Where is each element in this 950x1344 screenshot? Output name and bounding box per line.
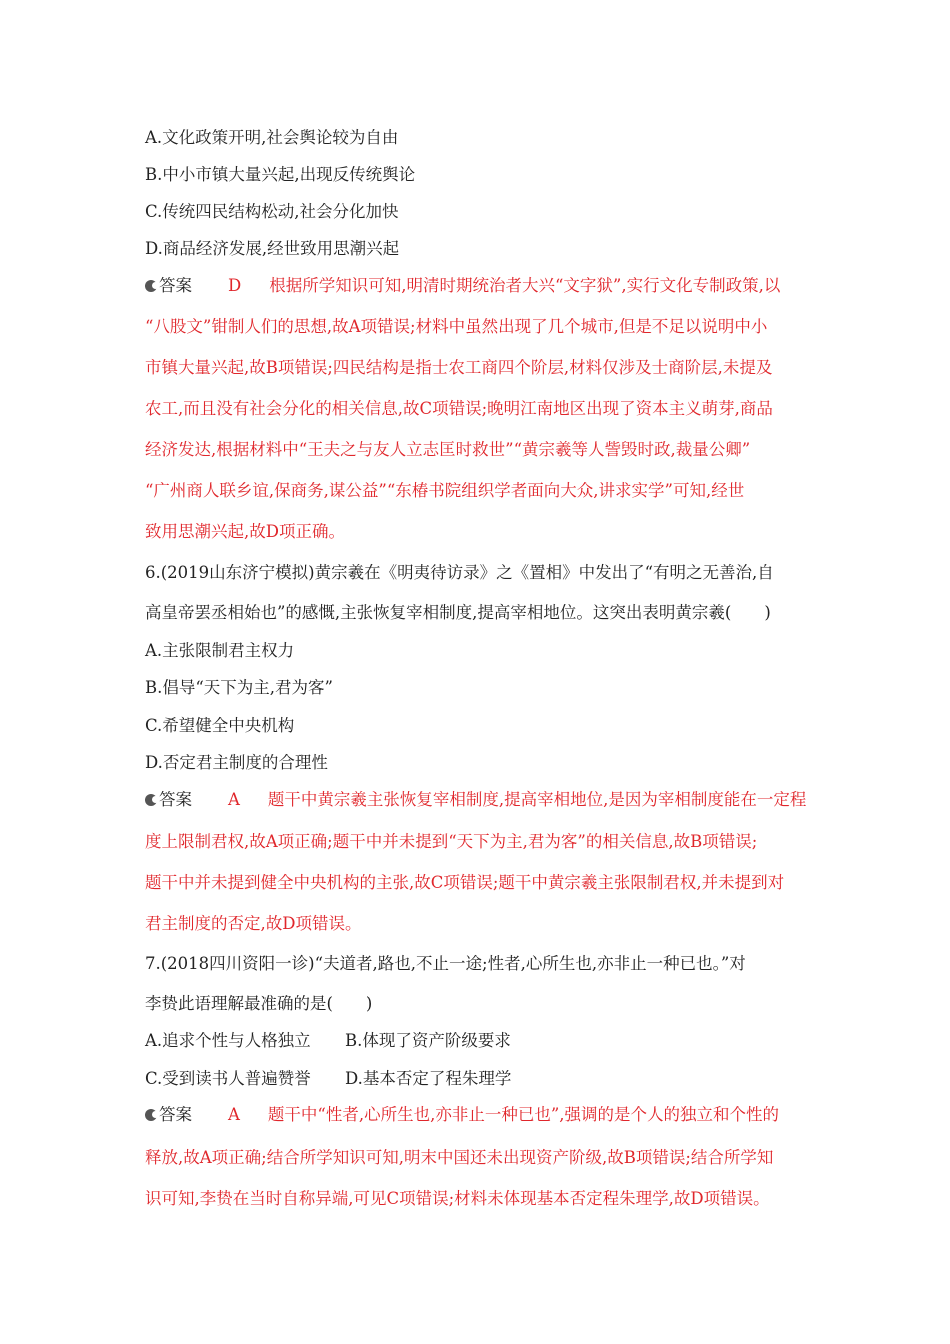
answer-explanation-line: 农工,而且没有社会分化的相关信息,故C项错误;晚明江南地区出现了资本主义萌芽,商品 [145, 399, 773, 418]
q7-stem-line: 7.(2018四川资阳一诊)“夫道者,路也,不止一途;性者,心所生也,亦非止一种已也。”对 [145, 954, 746, 973]
q6-answer [145, 789, 815, 811]
q6-option-a: A.主张限制君主权力 [145, 641, 295, 660]
answer-explanation-line: 题干中“性者,心所生也,亦非止一种已也”,强调的是个人的独立和个性的 [267, 1105, 780, 1124]
answer-explanation-line: “八股文”钳制人们的思想,故A项错误;材料中虽然出现了几个城市,但是不足以说明中小 [145, 317, 768, 336]
answer-explanation-line: 度上限制君权,故A项正确;题干中并未提到“天下为主,君为客”的相关信息,故B项错误; [145, 832, 758, 851]
answer-letter: A [228, 1105, 240, 1124]
q7-option-d: D.基本否定了程朱理学 [345, 1069, 512, 1088]
answer-explanation-line: 题干中并未提到健全中央机构的主张,故C项错误;题干中黄宗羲主张限制君权,并未提到对 [145, 873, 785, 892]
q7-options-row [145, 1068, 815, 1090]
answer-badge-icon [145, 1109, 157, 1121]
answer-explanation-line: 根据所学知识可知,明清时期统治者大兴“文字狱”,实行文化专制政策,以 [269, 276, 781, 295]
q5-option-c: C.传统四民结构松动,社会分化加快 [145, 202, 399, 221]
answer-label: 答案 [159, 790, 192, 809]
answer-explanation-line: 释放,故A项正确;结合所学知识可知,明末中国还未出现资产阶级,故B项错误;结合所学知 [145, 1148, 774, 1167]
q5-answer [145, 275, 815, 297]
answer-explanation-line: 致用思潮兴起,故D项正确。 [145, 522, 345, 541]
q6-stem-line: 6.(2019山东济宁模拟)黄宗羲在《明夷待访录》之《置相》中发出了“有明之无善治,自 [145, 563, 774, 582]
q5-option-a: A.文化政策开明,社会舆论较为自由 [145, 128, 399, 147]
q7-option-b: B.体现了资产阶级要求 [345, 1031, 511, 1050]
answer-label: 答案 [159, 1105, 192, 1124]
q7-stem-line: 李贽此语理解最准确的是( ) [145, 994, 373, 1013]
q6-option-c: C.希望健全中央机构 [145, 716, 295, 735]
q6-option-d: D.否定君主制度的合理性 [145, 753, 328, 772]
answer-explanation-line: 市镇大量兴起,故B项错误;四民结构是指士农工商四个阶层,材料仅涉及士商阶层,未提及 [145, 358, 773, 377]
q6-stem-line: 高皇帝罢丞相始也”的感慨,主张恢复宰相制度,提高宰相地位。这突出表明黄宗羲( ) [145, 603, 771, 622]
answer-letter: A [228, 790, 240, 809]
answer-label: 答案 [159, 276, 192, 295]
answer-explanation-line: 君主制度的否定,故D项错误。 [145, 914, 362, 933]
answer-badge-icon [145, 280, 157, 292]
q5-option-b: B.中小市镇大量兴起,出现反传统舆论 [145, 165, 416, 184]
answer-explanation-line: “广州商人联乡谊,保商务,谋公益”“东椿书院组织学者面向大众,讲求实学”可知,经世 [145, 481, 745, 500]
q6-option-b: B.倡导“天下为主,君为客” [145, 678, 333, 697]
answer-explanation-line: 识可知,李贽在当时自称异端,可见C项错误;材料未体现基本否定程朱理学,故D项错误。 [145, 1189, 770, 1208]
q7-option-a: A.追求个性与人格独立 [145, 1031, 311, 1050]
q5-option-d: D.商品经济发展,经世致用思潮兴起 [145, 239, 400, 258]
answer-explanation-line: 题干中黄宗羲主张恢复宰相制度,提高宰相地位,是因为宰相制度能在一定程 [267, 790, 807, 809]
q7-options-row [145, 1030, 815, 1052]
q7-answer [145, 1104, 815, 1126]
q7-option-c: C.受到读书人普遍赞誉 [145, 1069, 311, 1088]
answer-letter: D [228, 276, 242, 295]
answer-badge-icon [145, 794, 157, 806]
answer-explanation-line: 经济发达,根据材料中“王夫之与友人立志匡时救世”“黄宗羲等人訾毁时政,裁量公卿” [145, 440, 751, 459]
